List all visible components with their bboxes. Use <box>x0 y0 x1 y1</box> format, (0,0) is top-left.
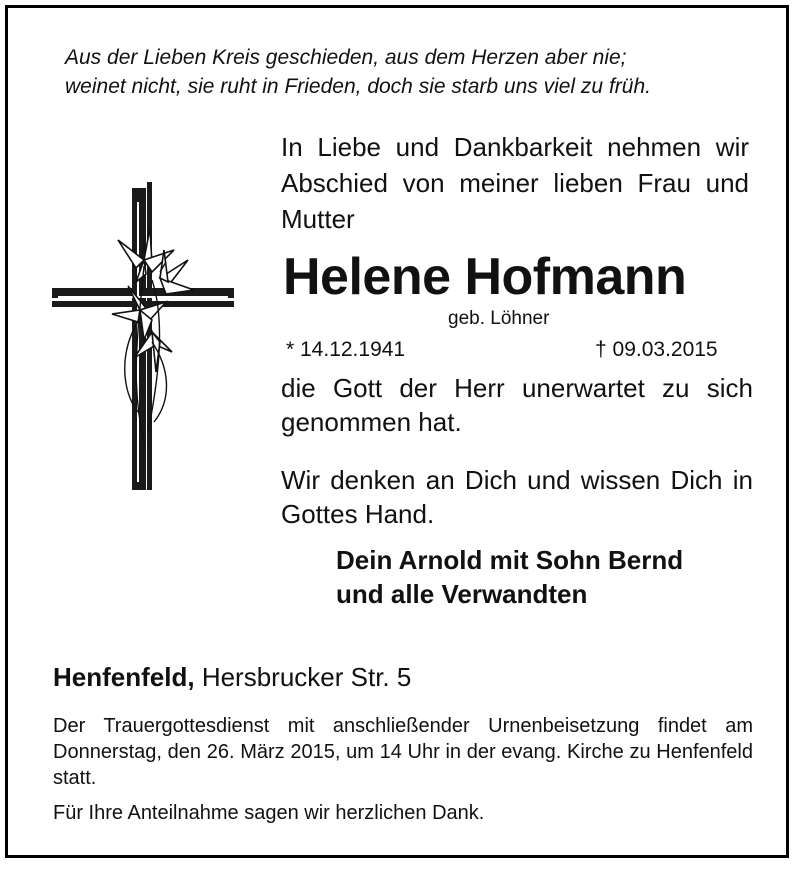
maiden-name: geb. Löhner <box>448 308 550 329</box>
signatories <box>336 543 756 611</box>
thanks-text: Für Ihre Anteilnahme sagen wir herzlichen Dank. <box>53 802 485 824</box>
poem-verse <box>65 43 755 101</box>
address-town: Henfenfeld, <box>53 662 195 692</box>
deceased-name: Helene Hofmann <box>283 248 687 306</box>
remembrance-text: Wir denken an Dich und wissen Dich in Gottes Hand. <box>281 465 753 529</box>
signatories-line-1: Dein Arnold mit Sohn Bernd <box>336 545 684 575</box>
signatories-line-2: und alle Verwandten <box>336 579 588 609</box>
intro-text: In Liebe und Dankbarkeit nehmen wir Abschied von meiner lieben Frau und Mutter <box>281 132 749 234</box>
poem-line-2: weinet nicht, sie ruht in Frieden, doch sie starb uns viel zu früh. <box>65 75 651 98</box>
service-notice: Der Trauergottesdienst mit anschließender Urnenbeisetzung findet am Donnerstag, den 26. März 2015, um 14 Uhr in der evang. Kirche zu Henfenfeld statt. <box>53 715 753 789</box>
poem-line-1: Aus der Lieben Kreis geschieden, aus dem Herzen aber nie; <box>65 46 627 69</box>
address <box>53 660 411 694</box>
death-date: † 09.03.2015 <box>595 338 718 361</box>
statement-text: die Gott der Herr unerwartet zu sich genommen hat. <box>281 373 753 437</box>
address-street: Hersbrucker Str. 5 <box>201 662 412 692</box>
birth-date: * 14.12.1941 <box>286 338 406 361</box>
cross-with-lilies-icon <box>48 182 238 494</box>
